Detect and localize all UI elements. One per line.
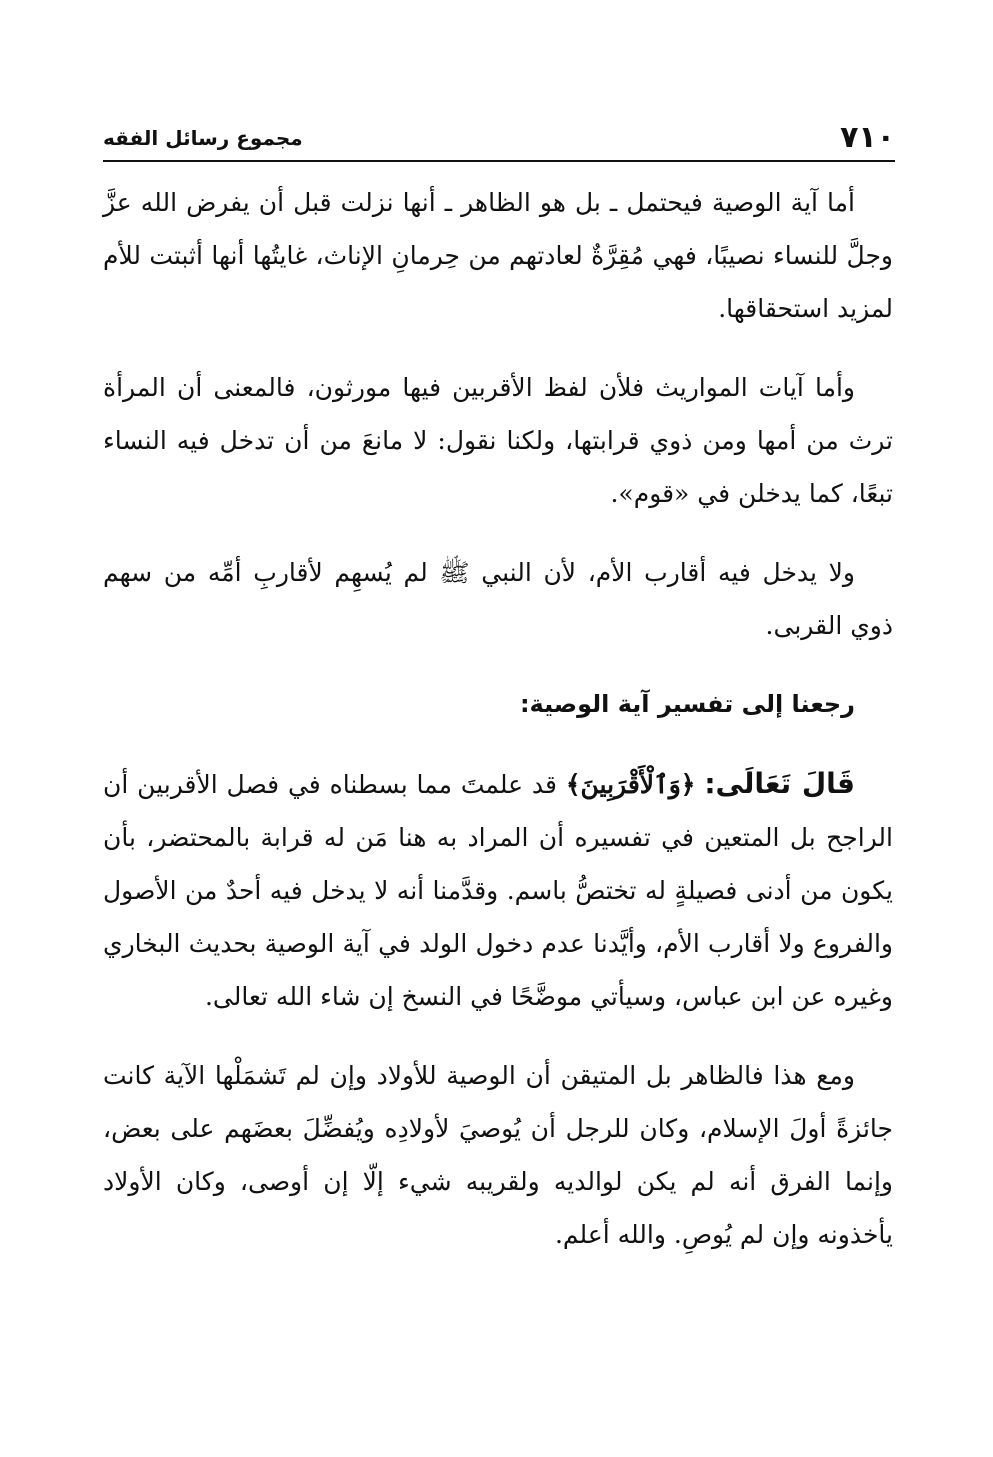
paragraph-3 bbox=[103, 546, 893, 652]
paragraph-5 bbox=[103, 757, 893, 1023]
body-text bbox=[103, 176, 893, 1287]
paragraph-1 bbox=[103, 176, 893, 335]
quran-quote: ﴿وَٱلْأَقْرَبِينَ﴾ bbox=[565, 770, 696, 799]
paragraph-2 bbox=[103, 361, 893, 520]
paragraph-text: ولا يدخل فيه أقارب الأم، لأن النبي ﷺ لم يُسهِم لأقاربِ أمِّه من سهم ذوي القربى. bbox=[103, 558, 893, 640]
page-header bbox=[103, 118, 895, 158]
page-number: ٧١٠ bbox=[840, 120, 895, 155]
book-title: مجموع رسائل الفقه bbox=[103, 126, 303, 150]
paragraph-text: أما آية الوصية فيحتمل ـ بل هو الظاهر ـ أنها نزلت قبل أن يفرض الله عزَّ وجلَّ للنساء نصيبًا، فهي مُقِرَّةٌ لعادتهم من حِرمانِ الإناث، غايتُها أنها أثبتت للأم لمزيد استحقاقها. bbox=[103, 188, 893, 323]
paragraph-6 bbox=[103, 1049, 893, 1261]
header-rule bbox=[103, 160, 895, 162]
section-heading-text: رجعنا إلى تفسير آية الوصية: bbox=[519, 690, 855, 718]
paragraph-text: ومع هذا فالظاهر بل المتيقن أن الوصية للأولاد وإن لم تَشمَلْها الآية كانت جائزةً أولَ الإسلام، وكان للرجل أن يُوصيَ لأولادِه ويُفضِّلَ بعضَهم على بعض، وإنما الفرق أنه لم يكن لوالديه ولقريبه شيء إلّا إن أوصى، وكان الأولاد يأخذونه وإن لم يُوصِ. والله أعلم. bbox=[103, 1061, 893, 1249]
lead-phrase: قَالَ تَعَالَى: bbox=[704, 767, 855, 800]
paragraph-text: وأما آيات المواريث فلأن لفظ الأقربين فيها مورثون، فالمعنى أن المرأة ترث من أمها ومن ذوي قرابتها، ولكنا نقول: لا مانعَ من أن تدخل فيه النساء تبعًا، كما يدخلن في «قوم». bbox=[103, 373, 893, 508]
paragraph-text: قد علمتَ مما بسطناه في فصل الأقربين أن الراجح بل المتعين في تفسيره أن المراد به هنا مَن له قرابة بالمحتضر، بأن يكون من أدنى فصيلةٍ له تختصُّ باسم. وقدَّمنا أنه لا يدخل فيه أحدٌ من الأصول والفروع ولا أقارب الأم، وأيَّدنا عدم دخول الولد في آية الوصية بحديث البخاري وغيره عن ابن عباس، وسيأتي موضَّحًا في النسخ إن شاء الله تعالى. bbox=[103, 770, 893, 1011]
section-heading bbox=[103, 678, 893, 731]
